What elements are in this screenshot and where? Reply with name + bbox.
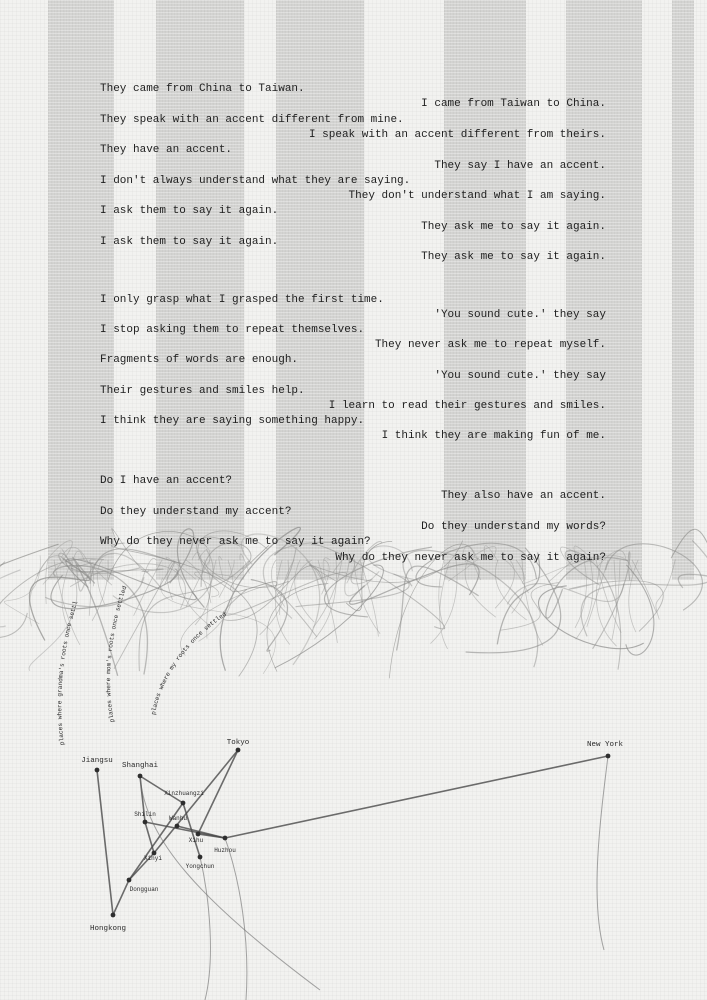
city-marker (138, 774, 143, 779)
poem-line: I don't always understand what they are saying. (100, 174, 411, 187)
city-label: Xihu (188, 837, 204, 844)
city-marker (143, 820, 148, 825)
poem-line: I only grasp what I grasped the first time. (100, 294, 384, 306)
city-label: New York (586, 741, 624, 749)
poem-line: I ask them to say it again. (100, 236, 279, 248)
city-marker (181, 801, 186, 806)
city-label: Wanhu (168, 815, 188, 822)
poem-line: They also have an accent. (440, 490, 606, 503)
poem-line: They don't understand what I am saying. (348, 190, 606, 203)
city-label: Tokyo (226, 739, 250, 747)
city-label: Jiangsu (81, 757, 113, 765)
poem-line: Why do they never ask me to say it again? (100, 536, 371, 549)
hanging-strand (200, 857, 210, 1000)
poem-line: I stop asking them to repeat themselves. (100, 324, 365, 337)
city-marker (223, 836, 228, 841)
city-label: Shanghai (121, 762, 159, 770)
poem-line: They say I have an accent. (434, 159, 606, 172)
city-marker (606, 754, 611, 759)
thread-caption: places where my roots once settled (150, 610, 228, 716)
poem-line: Do they understand my accent? (100, 505, 292, 518)
poem-line: They never ask me to repeat myself. (374, 339, 606, 352)
poem-line: They ask me to say it again. (421, 251, 606, 264)
city-label: Huzhou (214, 847, 236, 854)
poem-line: Fragments of words are enough. (100, 354, 299, 367)
poem-line: 'You sound cute.' they say (434, 369, 606, 382)
city-marker (111, 913, 116, 918)
poem-line: They speak with an accent different from mine. (100, 113, 404, 126)
poem-line: I think they are making fun of me. (381, 429, 606, 442)
poem-line: I ask them to say it again. (100, 205, 279, 218)
poem-line: 'You sound cute.' they say (434, 309, 606, 322)
city-marker (196, 832, 201, 837)
poem-line: Their gestures and smiles help. (100, 384, 305, 397)
route-line (97, 770, 113, 915)
poem-line: Do they understand my words? (421, 520, 606, 533)
city-label: Yongchun (185, 863, 215, 870)
poem-line: I think they are saying something happy. (100, 414, 365, 427)
city-marker (127, 878, 132, 883)
poem-line: Do I have an accent? (100, 475, 233, 487)
city-label: Shilin (134, 811, 156, 818)
poem-line: I came from Taiwan to China. (421, 98, 606, 111)
city-label: Dongguan (129, 886, 159, 893)
city-marker (95, 768, 100, 773)
poem-line: They ask me to say it again. (421, 220, 606, 233)
thread-captions (0, 0, 235, 746)
poem-line: They have an accent. (100, 144, 233, 157)
route-lines (97, 750, 608, 1000)
city-labels (81, 739, 623, 933)
route-line (145, 822, 154, 853)
city-marker (198, 855, 203, 860)
poem-line: I speak with an accent different from theirs. (308, 128, 606, 141)
city-label: Xinzhuangzi (164, 790, 204, 797)
city-label: Xinyi (143, 855, 163, 862)
city-marker (175, 824, 180, 829)
city-label: Hongkong (89, 925, 127, 933)
hanging-strand (597, 756, 608, 950)
poem-line: Why do they never ask me to say it again? (335, 551, 606, 564)
thread-caption: places where mom's roots once settled (105, 585, 129, 723)
poem-line: I learn to read their gestures and smiles. (328, 399, 606, 412)
hanging-strand (225, 838, 247, 1000)
poem-line: They came from China to Taiwan. (100, 83, 305, 95)
route-line (225, 756, 608, 838)
thread-caption: places where grandma's roots once settl (56, 600, 80, 746)
city-marker (236, 748, 241, 753)
hanging-strand (140, 776, 320, 990)
city-markers (95, 748, 611, 918)
route-line (113, 880, 129, 915)
